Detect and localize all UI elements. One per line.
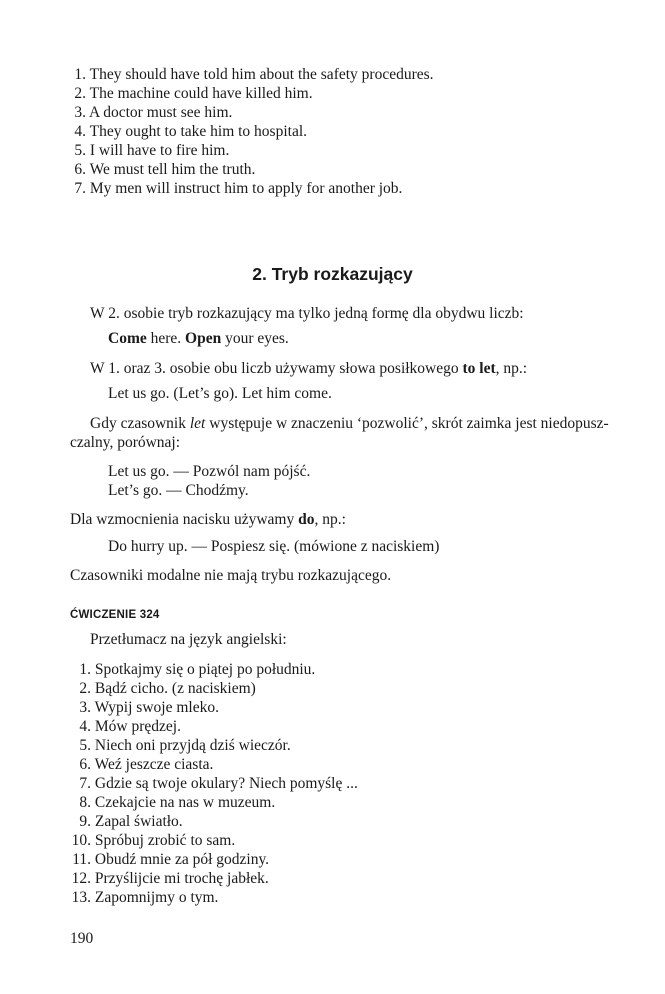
list-item: 7. My men will instruct him to apply for another job. — [74, 180, 403, 197]
paragraph-let: W 1. oraz 3. osobie obu liczb używamy słowa posiłkowego to let, np.: — [90, 360, 528, 377]
list-item: 12. Przyślijcie mi trochę jabłek. — [71, 870, 269, 887]
list-item: 4. Mów prędzej. — [79, 718, 181, 735]
paragraph-emphasis: Dla wzmocnienia nacisku używamy do, np.: — [70, 511, 346, 528]
list-item: 5. Niech oni przyjdą dziś wieczór. — [79, 737, 291, 754]
list-item: 2. Bądź cicho. (z naciskiem) — [79, 680, 256, 697]
section-title: 2. Tryb rozkazujący — [252, 264, 413, 284]
list-item: 5. I will have to fire him. — [74, 142, 230, 159]
paragraph-modal: Czasowniki modalne nie mają trybu rozkazującego. — [70, 567, 392, 584]
list-item: 6. We must tell him the truth. — [74, 161, 256, 178]
list-item: 2. The machine could have killed him. — [74, 85, 313, 102]
exercise-instruction: Przetłumacz na język angielski: — [90, 631, 287, 648]
paragraph-second-person: W 2. osobie tryb rozkazujący ma tylko jedną formę dla obydwu liczb: — [90, 305, 524, 322]
list-item: 1. Spotkajmy się o piątej po południu. — [79, 661, 316, 678]
list-item: 11. Obudź mnie za pół godziny. — [72, 851, 270, 868]
list-item: 1. They should have told him about the safety procedures. — [74, 66, 434, 83]
page-number: 190 — [70, 930, 94, 947]
paragraph-let-meaning: Gdy czasownik let występuje w znaczeniu ‘pozwolić’, skrót zaimka jest niedopusz- — [90, 415, 609, 432]
list-item: 10. Spróbuj zrobić to sam. — [71, 832, 236, 849]
list-item: 9. Zapal światło. — [79, 813, 183, 830]
example-do-hurry: Do hurry up. — Pospiesz się. (mówione z naciskiem) — [108, 538, 440, 555]
example-chodzmy: Let’s go. — Chodźmy. — [108, 482, 249, 499]
example-let-us-go: Let us go. (Let’s go). Let him come. — [108, 385, 332, 402]
exercise-heading: ĆWICZENIE 324 — [70, 609, 160, 621]
list-item: 4. They ought to take him to hospital. — [74, 123, 308, 140]
list-item: 3. A doctor must see him. — [74, 104, 233, 121]
list-item: 13. Zapomnijmy o tym. — [71, 889, 219, 906]
example-pozwol: Let us go. — Pozwól nam pójść. — [108, 463, 311, 480]
list-item: 6. Weź jeszcze ciasta. — [79, 756, 214, 773]
list-item: 8. Czekajcie na nas w muzeum. — [79, 794, 276, 811]
paragraph-let-meaning-line2: czalny, porównaj: — [70, 434, 181, 451]
list-item: 3. Wypij swoje mleko. — [79, 699, 219, 716]
example-come-open: Come here. Open your eyes. — [108, 330, 289, 347]
list-item: 7. Gdzie są twoje okulary? Niech pomyślę ... — [79, 775, 358, 792]
